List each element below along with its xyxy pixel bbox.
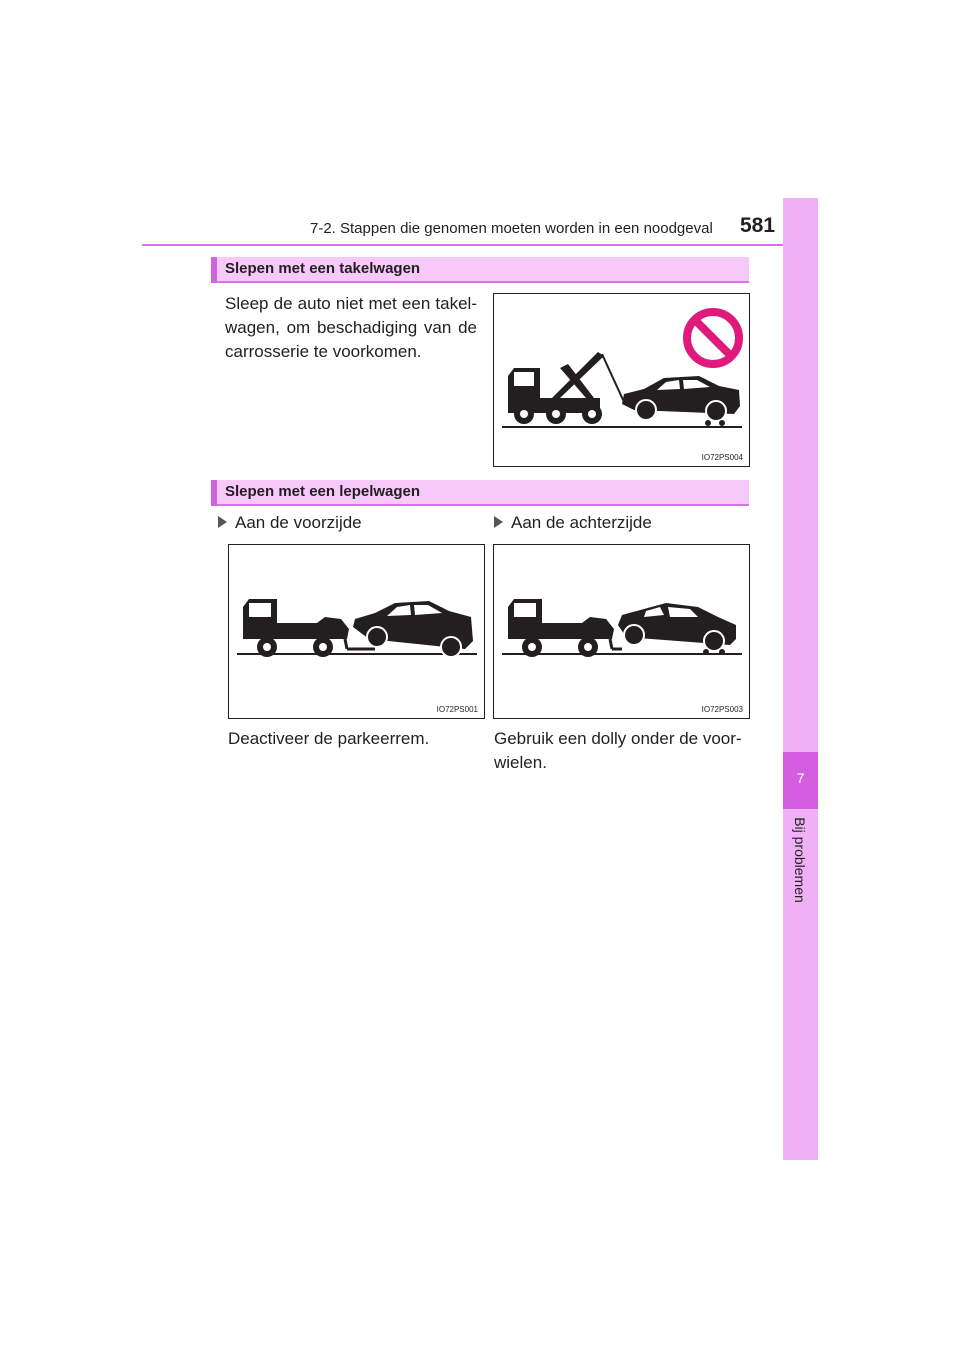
section-heading-text: Slepen met een lepelwagen xyxy=(225,483,421,500)
side-tab-background xyxy=(783,198,818,1160)
chapter-label: Bij problemen xyxy=(792,817,808,903)
section-heading-takelwagen xyxy=(211,257,749,283)
figure-voorzijde xyxy=(228,544,485,719)
triangle-bullet-icon xyxy=(494,516,503,528)
heading-accent-bar xyxy=(211,257,217,283)
bullet-text: Aan de achterzijde xyxy=(511,513,652,532)
chapter-number: 7 xyxy=(796,770,805,786)
car-illustration xyxy=(618,603,736,655)
triangle-bullet-icon xyxy=(218,516,227,528)
figure-code: IO72PS003 xyxy=(701,705,743,714)
figure-code: IO72PS001 xyxy=(436,705,478,714)
chapter-label-wrap xyxy=(784,817,808,903)
figure-achterzijde xyxy=(493,544,750,719)
heading-accent-bar xyxy=(211,480,217,506)
section-heading-lepelwagen xyxy=(211,480,749,506)
car-illustration xyxy=(622,376,740,426)
wheel-lift-rear-illustration xyxy=(494,545,749,718)
prohibition-icon xyxy=(687,312,739,364)
figure-code: IO72PS004 xyxy=(701,453,743,462)
bullet-voorzijde xyxy=(218,513,362,533)
header-divider xyxy=(142,244,818,246)
caption-voorzijde: Deactiveer de parkeerrem. xyxy=(228,729,430,748)
caption-achterzijde: Gebruik een dolly onder de voor-wielen. xyxy=(494,729,742,772)
bullet-text: Aan de voorzijde xyxy=(235,513,362,532)
bullet-achterzijde xyxy=(494,513,652,533)
figure-takelwagen xyxy=(493,293,750,467)
section-heading-text: Slepen met een takelwagen xyxy=(225,260,421,277)
tow-truck-illustration xyxy=(494,294,749,466)
wheel-lift-front-illustration xyxy=(229,545,484,718)
page-number: 581 xyxy=(740,214,776,237)
header-title: 7-2. Stappen die genomen moeten worden in een noodgeval xyxy=(310,220,713,237)
takelwagen-paragraph: Sleep de auto niet met een takel-wagen, om beschadiging van de carrosserie te voorkomen. xyxy=(225,294,477,361)
